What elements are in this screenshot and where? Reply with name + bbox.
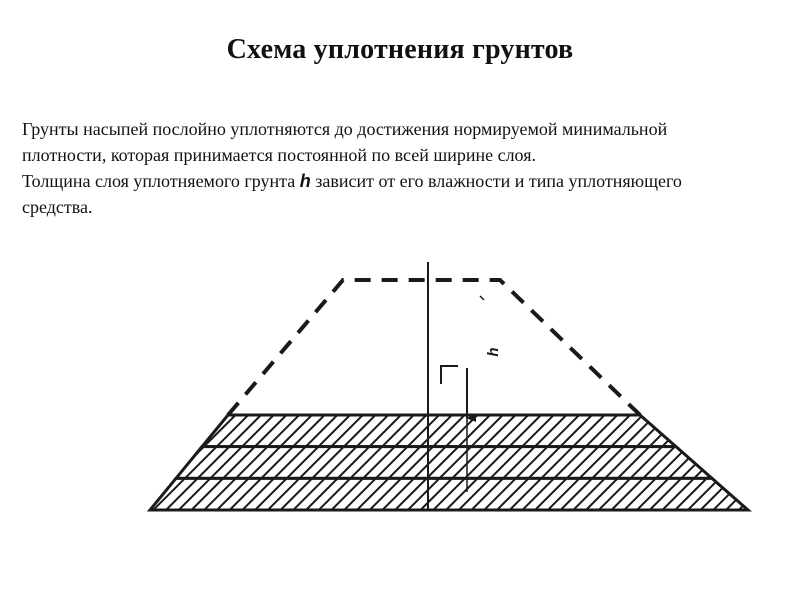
paragraph-layer-thickness-start: Толщина слоя уплотняемого грунта: [22, 171, 300, 191]
compacted-layers: [150, 415, 748, 510]
compacted-layer: [176, 447, 712, 479]
compacted-layer: [150, 478, 748, 510]
embankment-outline-dashed: [228, 280, 640, 415]
height-label: h: [485, 347, 502, 357]
label-tick: [480, 296, 484, 300]
paragraph-compaction: Грунты насыпей послойно уплотняются до достижения нормируемой минимальной плотности, которая принимается постоянной по всей ширине слоя.: [22, 119, 668, 165]
compacted-layer: [202, 415, 676, 447]
paragraph-layer-thickness-end: зависит от его влажности и типа уплотняющего средства.: [22, 171, 682, 217]
axis-bracket-mark: [441, 366, 458, 384]
slide-title: Схема уплотнения грунтов: [226, 34, 574, 65]
thickness-symbol: h: [299, 171, 311, 191]
